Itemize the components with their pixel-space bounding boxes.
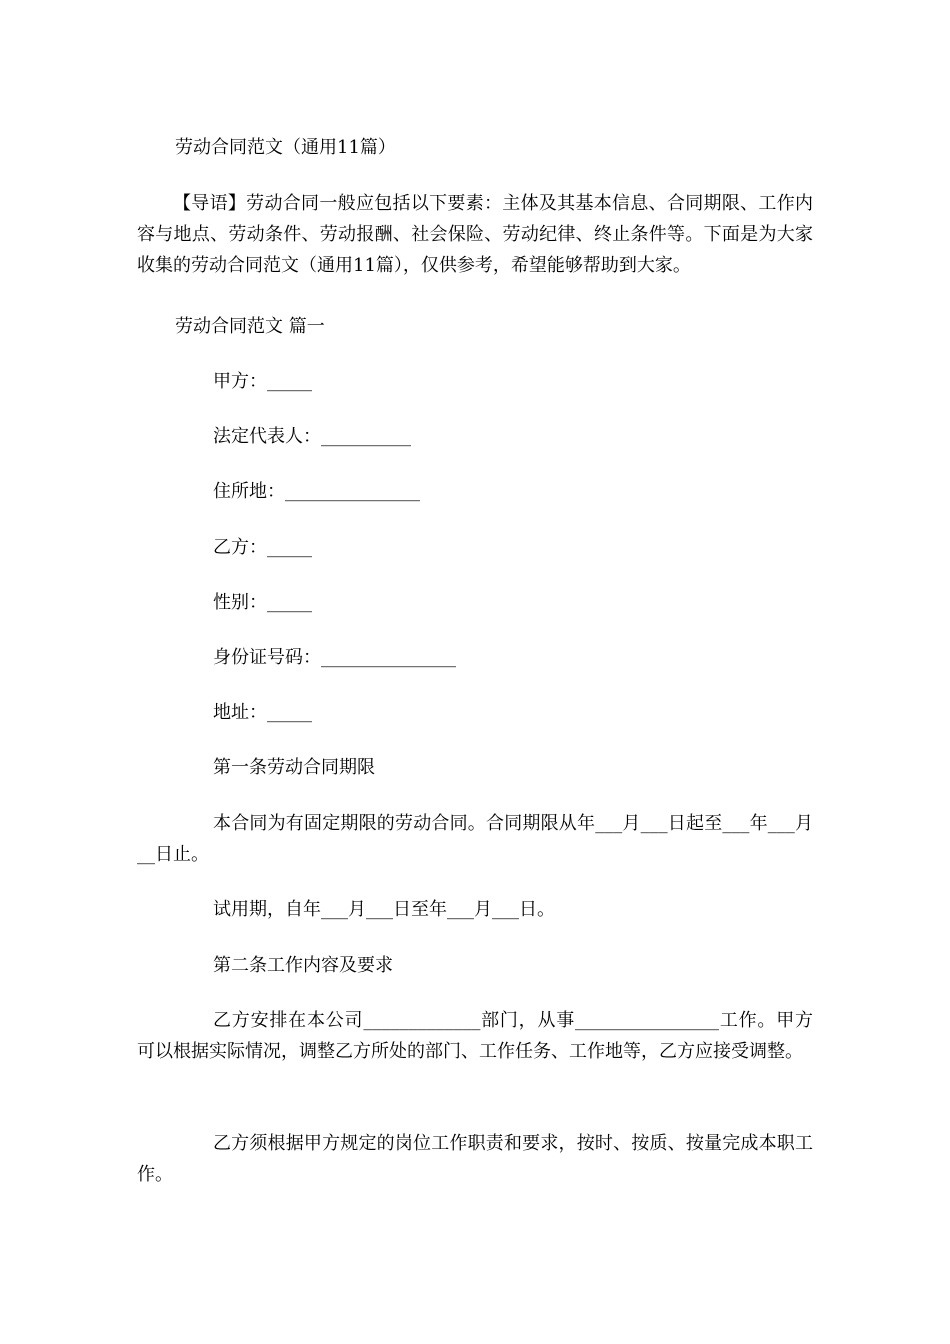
legal-representative-field: 法定代表人：__________ — [213, 426, 411, 447]
section-title: 劳动合同范文 篇一 — [175, 316, 325, 337]
work-requirement-paragraph: 乙方须根据甲方规定的岗位工作职责和要求，按时、按质、按量完成本职工作。 — [137, 1133, 813, 1185]
article-2-title: 第二条工作内容及要求 — [213, 955, 393, 976]
intro-paragraph: 【导语】劳动合同一般应包括以下要素：主体及其基本信息、合同期限、工作内容与地点、劳动条件、劳动报酬、社会保险、劳动纪律、终止条件等。下面是为大家收集的劳动合同范文（通用11篇），仅供参考，希望能够帮助到大家。 — [137, 193, 813, 276]
address-field: 地址：_____ — [213, 702, 312, 723]
gender-field: 性别：_____ — [213, 592, 312, 613]
contract-term-paragraph: 本合同为有固定期限的劳动合同。合同期限从年___月___日起至___年___月__日止。 — [137, 813, 813, 865]
party-a-field: 甲方：_____ — [213, 371, 312, 392]
article-1-title: 第一条劳动合同期限 — [213, 757, 375, 778]
work-content-paragraph: 乙方安排在本公司_____________部门，从事________________工作。甲方可以根据实际情况，调整乙方所处的部门、工作任务、工作地等，乙方应接受调整。 — [137, 1010, 813, 1062]
document-title: 劳动合同范文（通用11篇） — [175, 137, 396, 158]
probation-paragraph: 试用期，自年___月___日至年___月___日。 — [213, 899, 555, 920]
party-b-field: 乙方：_____ — [213, 537, 312, 558]
residence-field: 住所地：_______________ — [213, 481, 420, 502]
id-number-field: 身份证号码：_______________ — [213, 647, 456, 668]
